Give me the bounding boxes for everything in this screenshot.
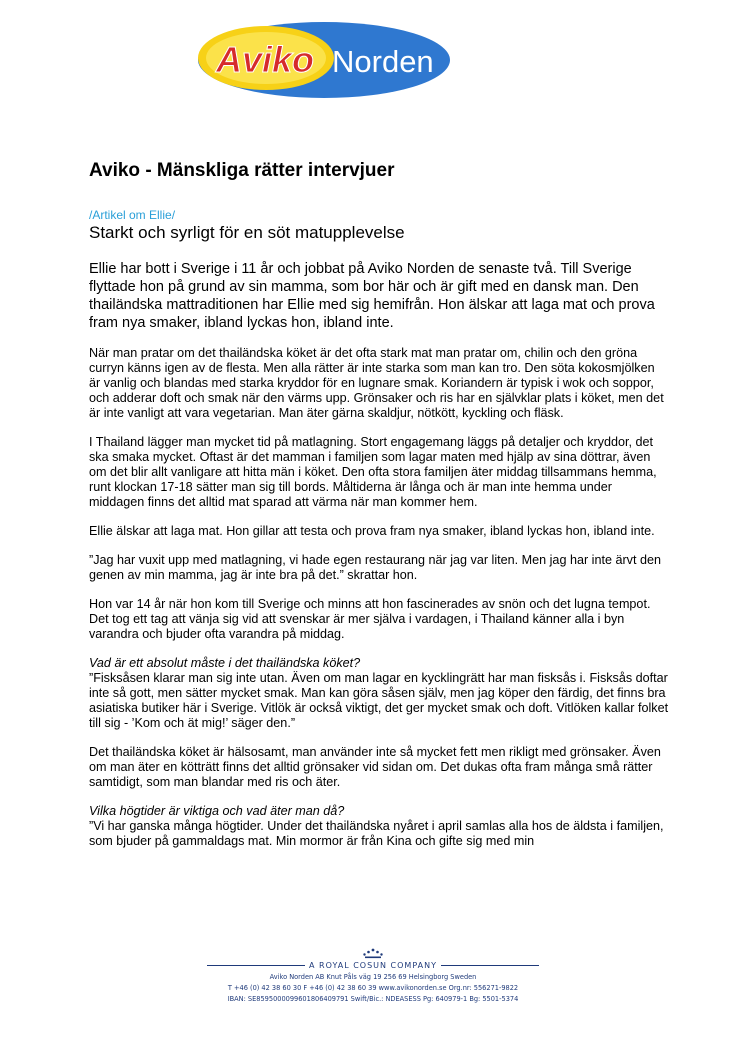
footer-address: Aviko Norden AB Knut Påls väg 19 256 69 Helsingborg Sweden [269, 973, 477, 981]
paragraph: När man pratar om det thailändska köket är det ofta stark mat man pratar om, chilin och den gröna curryn känns igen av de flesta. Men alla rätter är inte starka som man kan tro. Den söta kokosmjölken är vanlig och blandas med starka kryddor för en lugnare smak. Koriandern är typisk i wok och soppor, och adderar doft och smak när den värms upp. Grönsaker och ris har en självklar plats i köket, men det är inte vanligt att vara vegetarian. Man äter gärna skaldjur, nötkött, kyckling och fläsk. [89, 346, 664, 420]
footer-rule-left [207, 965, 305, 966]
letterhead-footer [0, 948, 746, 1005]
lead-paragraph: Ellie har bott i Sverige i 11 år och jobbat på Aviko Norden de senaste två. Till Sverige flyttade hon på grund av sin mamma, som bor här och är gift med en dansk man. Den thailändska mattraditionen har Ellie med sig hemifrån. Hon älskar att laga mat och prova fram nya smaker, ibland lyckas hon, ibland inte. [89, 261, 655, 331]
crown-icon [362, 948, 384, 959]
footer-contact: T +46 (0) 42 38 60 30 F +46 (0) 42 38 60 39 www.avikonorden.se Org.nr: 556271-9822 [227, 984, 519, 992]
footer-rule-right [441, 965, 539, 966]
article [89, 160, 669, 863]
article-body [89, 346, 669, 849]
interview-answer: ”Vi har ganska många högtider. Under det thailändska nyåret i april samlas alla hos de äldsta i familjen, som bjuder på gammaldags mat. Min mormor är från Kina och gifte sig med min [89, 819, 664, 848]
aviko-norden-logo [196, 20, 461, 100]
article-kicker: /Artikel om Ellie/ [89, 208, 176, 222]
paragraph: I Thailand lägger man mycket tid på matlagning. Stort engagemang läggs på detaljer och kryddor, det ska smaka mycket. Oftast är det mamman i familjen som lagar maten med hjälp av sina döttrar, även om det blir allt vanligare att hitta män i köket. Den ofta stora familjen äter middag tillsammans hemma, runt klockan 17-18 sätter man sig till bords. Måltiderna är långa och är man inte hemma under middagen finns det alltid mat sparad att värma när man kommer hem. [89, 435, 657, 509]
footer-bank: IBAN: SE8595000099601806409791 Swift/Bic.: NDEASESS Pg: 640979-1 Bg: 5501-5374 [227, 995, 519, 1003]
document-title: Aviko - Mänskliga rätter intervjuer [89, 160, 395, 181]
interview-question: Vad är ett absolut måste i det thailändska köket? [89, 656, 361, 670]
logo-word: Aviko [216, 39, 315, 80]
interview-question: Vilka högtider är viktiga och vad äter man då? [89, 804, 345, 818]
logo-suffix: Norden [332, 44, 434, 79]
footer-tagline: A ROYAL COSUN COMPANY [309, 961, 437, 970]
article-subtitle: Starkt och syrligt för en söt matupplevelse [89, 223, 405, 242]
paragraph: Hon var 14 år när hon kom till Sverige och minns att hon fascinerades av snön och det lugna tempot. Det tog ett tag att vänja sig vid att svenskar är mer själva i vardagen, i Thailand känner alla i byn varandra och bjuder ofta varandra på middag. [89, 597, 651, 641]
paragraph: Ellie älskar att laga mat. Hon gillar att testa och prova fram nya smaker, ibland lyckas hon, ibland inte. [89, 524, 655, 538]
paragraph: Det thailändska köket är hälsosamt, man använder inte så mycket fett men rikligt med grönsaker. Även om man äter en kötträtt finns det alltid grönsaker vid sidan om. Det dukas ofta fram många små rätter samtidigt, som man blandar med ris och äter. [89, 745, 661, 789]
paragraph: ”Jag har vuxit upp med matlagning, vi hade egen restaurang när jag var liten. Men jag har inte ärvt den genen av min mamma, jag är inte bra på det.” skrattar hon. [89, 553, 661, 582]
interview-answer: ”Fisksåsen klarar man sig inte utan. Även om man lagar en kycklingrätt har man fisksås i. Fisksås doftar inte så gott, men sätter mycket smak. Man kan göra såsen själv, men jag köper den färdig, det finns bra asiatiska butiker här i Sverige. Vitlök är också viktigt, det ger mycket smak och doft. Vitlöken kallar folket till sig - ’Kom och ät mig!’ säger den.” [89, 671, 669, 730]
